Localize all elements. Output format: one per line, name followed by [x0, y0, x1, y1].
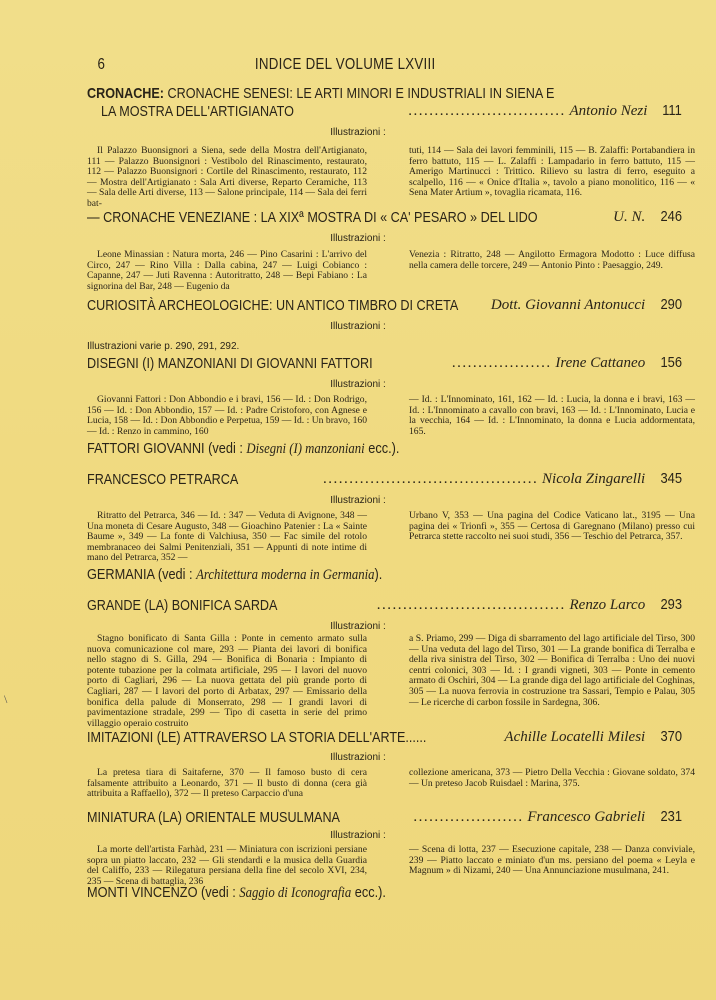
entry-title-bold: CRONACHE: [87, 85, 165, 102]
illustrations-col-right: a S. Priamo, 299 — Diga di sbarramento del lago artificiale del Tirso, 300 — Una veduta del lago del Tirso, 301 — La grande bonifica di Terralba e della riva sinistra del Tirso, 302 — Bonifica di Terralba : Uno dei nuovi centri colonici, 303 — Id. : I grandi vigneti, 303 — Ponte in cemento armato di Oschiri, 304 — La grande diga del lago artificiale del Coghinas, 305 — La nuova ferrovia in costruzione tra Sassari, Tempio e Palau, 305 — Le ricerche di carbon fossile in Sardegna, 306. [409, 633, 695, 708]
entry-author: Francesco Gabrieli [527, 809, 646, 825]
leader-dots: .............................. [408, 103, 566, 119]
entry-page: 231 [660, 808, 682, 825]
entry-author: Irene Cattaneo [555, 355, 646, 371]
see-also-ref: Saggio di Iconografia [239, 885, 352, 901]
illustrations-col-right: collezione americana, 373 — Pietro Della Vecchia : Giovane soldato, 374 — Un preteso Jacob Ruisdael : Marina, 375. [409, 767, 695, 789]
illustrations-col-left: La morte dell'artista Farhàd, 231 — Miniatura con iscrizioni persiane sopra un piatto laccato, 232 — Gli stendardi e la musica della Guardia del Califfo, 233 — Rilegatura persiana della fine del secolo XVI, 234, 235 — Scena di battaglia, 236 [87, 844, 367, 887]
see-also-fattori: FATTORI GIOVANNI (vedi : Disegni (I) manzoniani ecc.). [87, 440, 400, 457]
entry-title-cronache-senesi: CRONACHE: CRONACHE SENESI: LE ARTI MINORI E INDUSTRIALI IN SIENA E [87, 85, 555, 102]
entry-page: 246 [660, 208, 682, 225]
entry-author-line [413, 808, 682, 826]
see-also-germania: GERMANIA (vedi : Architettura moderna in Germania). [87, 566, 383, 583]
leader-dots: .................................... [376, 597, 566, 613]
entry-author-line [323, 470, 682, 488]
running-head [70, 56, 565, 76]
entry-author-line [452, 354, 682, 372]
entry-author-line [613, 208, 682, 226]
entry-author: Antonio Nezi [569, 103, 648, 119]
illustrations-label: Illustrazioni : [330, 621, 386, 632]
illustrations-label: Illustrazioni : [330, 233, 386, 244]
entry-title-bonifica-sarda: GRANDE (LA) BONIFICA SARDA [87, 597, 278, 614]
leader-dots: ................... [451, 355, 552, 371]
illustrations-col-right: Urbano V, 353 — Una pagina del Codice Vaticano lat., 3195 — Una pagina dei « Trionfi », 355 — Certosa di Garegnano (Milano) presso cui Petrarca stette raccolto nei suoi studi, 356 — Teschio del Petrarca, 357. [409, 510, 695, 543]
entry-page: 156 [660, 354, 682, 371]
entry-page: 293 [660, 596, 682, 613]
see-also-ref: Architettura moderna in Germania [196, 567, 375, 583]
entry-page: 111 [662, 102, 682, 119]
volume-title: INDICE DEL VOLUME LXVIII [254, 56, 436, 73]
illustrations-label: Illustrazioni : [330, 321, 386, 332]
page-number: 6 [97, 56, 106, 73]
see-also-ref: Disegni (I) manzoniani [246, 441, 365, 457]
margin-mark: \ [4, 692, 8, 706]
entry-title-curiosita: CURIOSITÀ ARCHEOLOGICHE: UN ANTICO TIMBRO DI CRETA [87, 297, 459, 314]
illustrations-col-left: Ritratto del Petrarca, 346 — Id. : 347 — Veduta di Avignone, 348 — Una moneta di Cesare Augusto, 348 — Gioachino Patenier : La « Sainte Baume », 349 — La fonte di Valchiusa, 350 — Fac simile del rotolo membranaceo dei Salmi Penitenziali, 351 — Appunti di note intime di mano del Petrarca, 352 — [87, 510, 367, 564]
entry-author-line [408, 102, 682, 120]
entry-author: Renzo Larco [569, 597, 646, 613]
illustrations-single: Illustrazioni varie p. 290, 291, 292. [87, 341, 240, 352]
see-also-monti: MONTI VINCENZO (vedi : Saggio di Iconografia ecc.). [87, 884, 386, 901]
illustrations-label: Illustrazioni : [330, 830, 386, 841]
entry-author: Dott. Giovanni Antonucci [490, 297, 646, 313]
entry-author-line [491, 296, 682, 314]
entry-title-petrarca: FRANCESCO PETRARCA [87, 471, 239, 488]
illustrations-col-right: Venezia : Ritratto, 248 — Angilotto Ermagora Modotto : Luce diffusa nella camera delle torcere, 249 — Antonio Pinto : Paesaggio, 249. [409, 249, 695, 271]
illustrations-col-right: — Id. : L'Innominato, 161, 162 — Id. : Lucia, la donna e i bravi, 163 — Id. : L'Innominato a cavallo con bravi, 163 — Id. : L'Innominato, Lucia e la vecchia, 164 — Id. : L'Innominato, la donna e Lucia addormentata, 165. [409, 394, 695, 437]
entry-title-imitazioni: IMITAZIONI (LE) ATTRAVERSO LA STORIA DELL'ARTE...... [87, 729, 427, 746]
entry-title-cronache-veneziane: — CRONACHE VENEZIANE : LA XIXª MOSTRA DI « CA' PESARO » DEL LIDO [87, 209, 538, 226]
leader-dots: ......................................... [323, 471, 539, 487]
illustrations-label: Illustrazioni : [330, 495, 386, 506]
entry-page: 370 [660, 728, 682, 745]
entry-title-disegni: DISEGNI (I) MANZONIANI DI GIOVANNI FATTORI [87, 355, 373, 372]
illustrations-label: Illustrazioni : [330, 379, 386, 390]
illustrations-col-left: La pretesa tiara di Saitaferne, 370 — Il famoso busto di cera falsamente attribuito a Leonardo, 371 — Il busto di donna (cera già attribuita a Raffaello), 372 — Il preteso Carpaccio d'una [87, 767, 367, 800]
entry-page: 290 [660, 296, 682, 313]
entry-title-miniatura: MINIATURA (LA) ORIENTALE MUSULMANA [87, 809, 340, 826]
leader-dots: ..................... [413, 809, 524, 825]
entry-author: Achille Locatelli Milesi [504, 729, 646, 745]
illustrations-col-right: — Scena di lotta, 237 — Esecuzione capitale, 238 — Danza conviviale, 239 — Piatto laccato e miniato d'un ms. persiano del poema « Leyla e Magnum » di Nizami, 240 — Una Annunciazione musulmana, 241. [409, 844, 695, 877]
illustrations-col-left: Il Palazzo Buonsignori a Siena, sede della Mostra dell'Artigianato, 111 — Palazzo Buonsignori : Vestibolo del Rinascimento, restaurato, 112 — Palazzo Buonsignori : Cortile del Rinascimento, restaurato, 112 — Mostra dell'Artigianato : Sala Arti diverse, Reparto Ceramiche, 113 — Sala delle Arti diverse, 113 — Salone principale, 114 — Sala dei ferri bat- [87, 145, 367, 209]
entry-title-line2: LA MOSTRA DELL'ARTIGIANATO [101, 103, 294, 120]
illustrations-col-left: Leone Minassian : Natura morta, 246 — Pino Casarini : L'arrivo del Circo, 247 — Rino Villa : Dalla cabina, 247 — Luigi Cobianco : Capanne, 247 — Juti Ravenna : Autoritratto, 248 — Bepi Fabiano : La signorina del Bar, 248 — Eugenio da [87, 249, 367, 292]
illustrations-label: Illustrazioni : [330, 127, 386, 138]
entry-page: 345 [660, 470, 682, 487]
entry-author: Nicola Zingarelli [542, 471, 646, 487]
entry-author-line [377, 596, 682, 614]
illustrations-col-right: tuti, 114 — Sala dei lavori femminili, 115 — B. Zalaffi: Portabandiera in ferro battuto, 115 — L. Zalaffi : Lampadario in ferro battuto, 115 — Amerigo Martinucci : Trittico. Rilievo su lastra di ferro, eseguito a scalpello, 116 — « Onice d'Italia », tavolo a piano monolitico, 116 — « Sena Mater Artium », tovaglia ricamata, 116. [409, 145, 695, 199]
entry-author-line [504, 728, 682, 746]
illustrations-col-left: Stagno bonificato di Santa Gilla : Ponte in cemento armato sulla nuova comunicazione col mare, 293 — Pianta dei lavori di bonifica nello stagno di S. Gilla, 294 — Bonifica di Bonaria : Impianto di potente tubazione per la colmata artificiale, 295 — I lavori del nuovo porto di Cagliari, 296 — La nuova gettata del più grande porto di Cagliari, 287 — I lavori del porto di Arbatax, 297 — Emissario della bonifica della palude di Monserrato, 298 — I grandi lavori di pavimentazione stradale, 299 — Tipo di casetta in serie del primo villaggio operaio costruito [87, 633, 367, 729]
entry-author: U. N. [613, 209, 646, 225]
illustrations-label: Illustrazioni : [330, 752, 386, 763]
illustrations-col-left: Giovanni Fattori : Don Abbondio e i bravi, 156 — Id. : Don Rodrigo, 156 — Id. : Don Abbondio, 157 — Id. : Padre Cristoforo, con Agnese e Lucia, 158 — Id. : Don Abbondio e Perpetua, 159 — Id. : Un bravo, 160 — Id. : Renzo in cammino, 160 [87, 394, 367, 437]
